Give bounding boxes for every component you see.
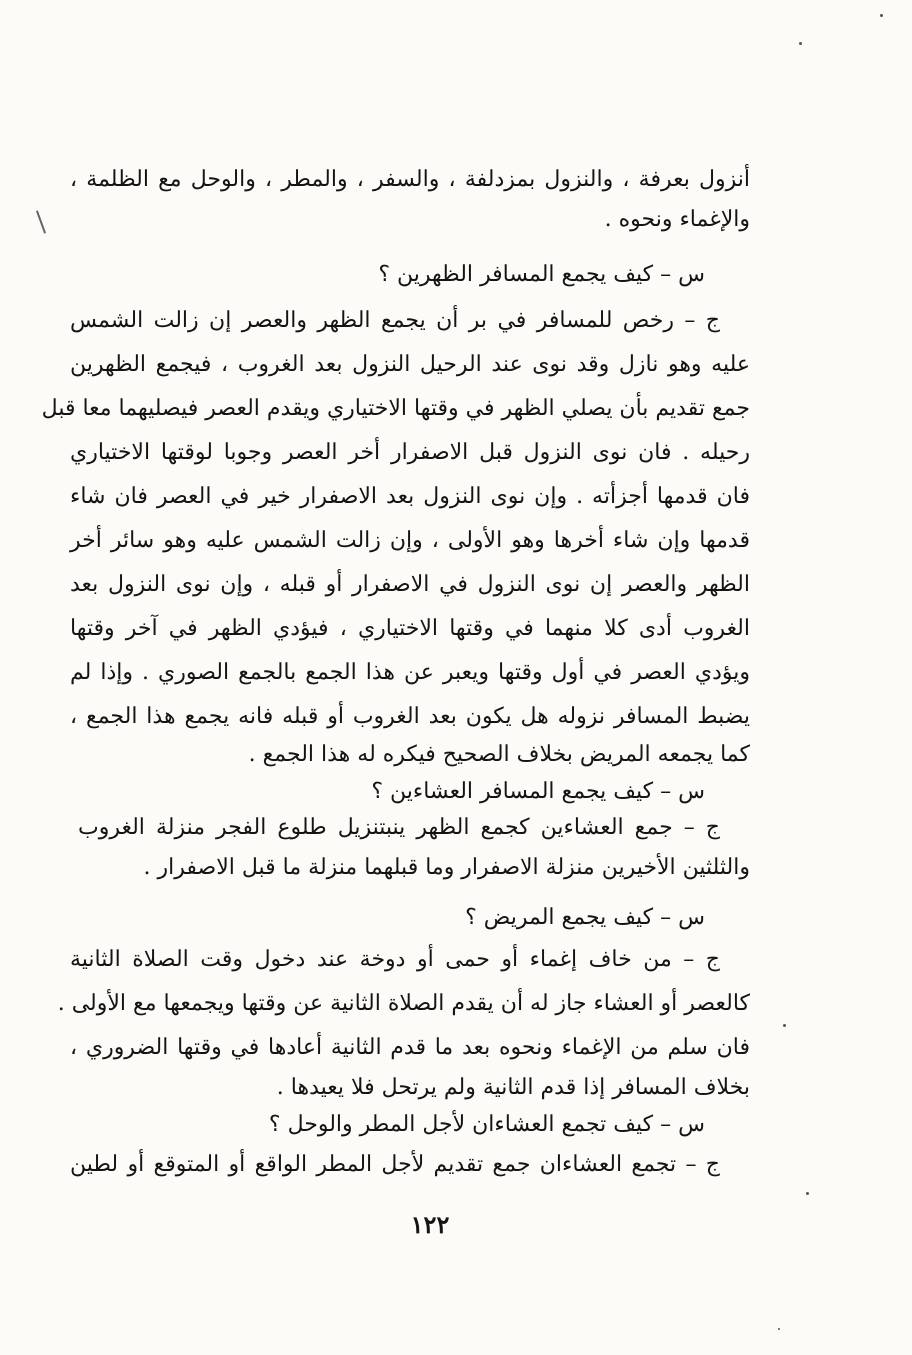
text-line: بخلاف المسافر إذا قدم الثانية ولم يرتحل فلا يعيدها . [276,1075,750,1100]
answer-line: ج – جمع العشاءين كجمع الظهر ينبتنزيل طلوع الفجر منزلة الغروب [78,815,720,840]
text-line: ويؤدي العصر في أول وقتها ويعبر عن هذا الجمع بالجمع الصوري . وإذا لم [70,660,750,685]
answer-line: ج – تجمع العشاءان جمع تقديم لأجل المطر الواقع أو المتوقع أو لطين [70,1152,720,1177]
text-line: أنزول بعرفة ، والنزول بمزدلفة ، والسفر ، والمطر ، والوحل مع الظلمة ، [70,167,750,192]
scan-speck [783,1024,786,1027]
text-line: قدمها وإن شاء أخرها وهو الأولى ، وإن زالت الشمس عليه وهو سائر أخر [70,528,750,553]
question-line: س – كيف يجمع المريض ؟ [465,905,705,930]
text-line: والثلثين الأخيرين منزلة الاصفرار وما قبلهما منزلة ما قبل الاصفرار . [143,855,750,880]
scan-mark [36,210,46,233]
text-line: فان سلم من الإغماء ونحوه بعد ما قدم الثانية أعادها في وقتها الضروري ، [70,1035,750,1060]
text-line: الغروب أدى كلا منهما في وقتها الاختياري ، فيؤدي الظهر في آخر وقتها [70,616,750,641]
text-line: كما يجمعه المريض بخلاف الصحيح فيكره له هذا الجمع . [248,742,750,767]
scan-speck [806,1192,809,1195]
text-line: يضبط المسافر نزوله هل يكون بعد الغروب أو قبله فانه يجمع هذا الجمع ، [70,704,750,729]
text-line: جمع تقديم بأن يصلي الظهر في وقتها الاختياري ويقدم العصر فيصليهما معا قبل [41,396,750,421]
text-line: فان قدمها أجزأته . وإن نوى النزول بعد الاصفرار خير في العصر فان شاء [70,484,750,509]
text-line: كالعصر أو العشاء جاز له أن يقدم الصلاة الثانية عن وقتها ويجمعها مع الأولى . [57,991,750,1016]
scan-speck [880,14,883,17]
answer-line: ج – رخص للمسافر في بر أن يجمع الظهر والعصر إن زالت الشمس [70,308,720,333]
text-line: عليه وهو نازل وقد نوى عند الرحيل النزول بعد الغروب ، فيجمع الظهرين [70,352,750,377]
text-line: الظهر والعصر إن نوى النزول في الاصفرار أو قبله ، وإن نوى النزول بعد [70,572,750,597]
answer-line: ج – من خاف إغماء أو حمى أو دوخة عند دخول وقت الصلاة الثانية [70,947,720,972]
scan-speck [799,42,802,45]
text-line: رحيله . فان نوى النزول قبل الاصفرار أخر العصر وجوبا لوقتها الاختياري [70,440,750,465]
scan-speck [778,1328,780,1330]
page-number: ١٢٢ [410,1210,450,1239]
text-line: والإغماء ونحوه . [604,207,750,232]
question-line: س – كيف يجمع المسافر العشاءين ؟ [371,779,705,804]
question-line: س – كيف يجمع المسافر الظهرين ؟ [378,262,705,287]
question-line: س – كيف تجمع العشاءان لأجل المطر والوحل ؟ [268,1112,705,1137]
page-body [41,160,750,1200]
